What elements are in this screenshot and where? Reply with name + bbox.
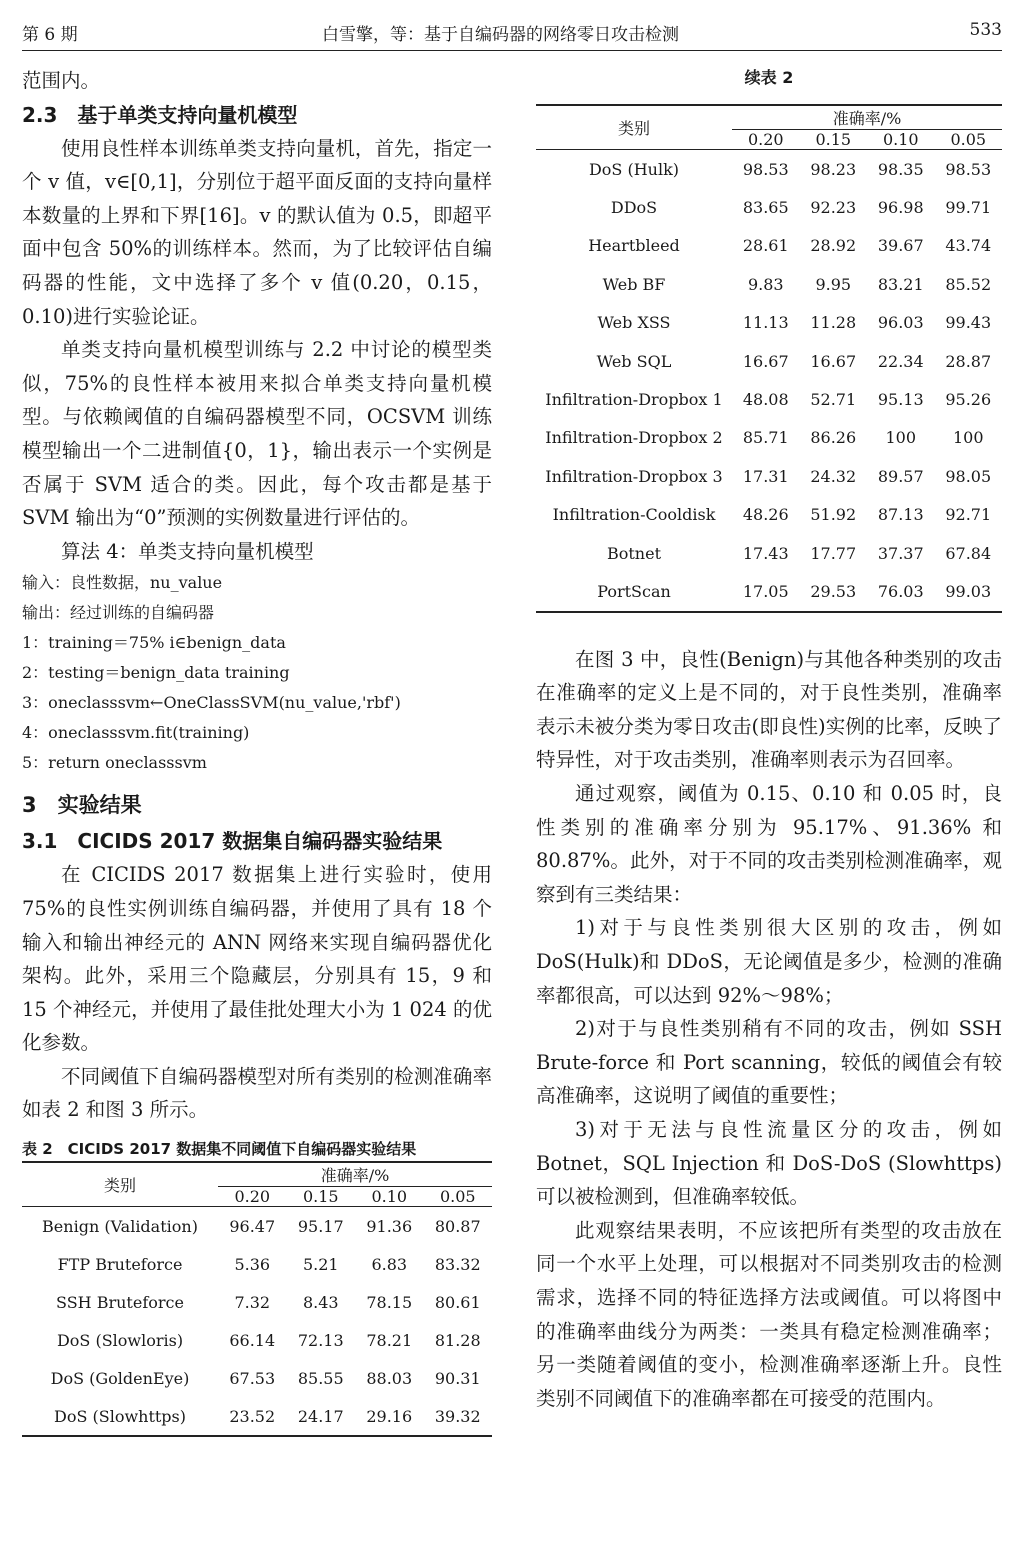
value-cell: 48.26 xyxy=(742,505,789,525)
algorithm-line: 5：return oneclasssvm xyxy=(22,753,207,773)
category-cell: PortScan xyxy=(536,572,732,611)
value-cell: 92.71 xyxy=(945,505,992,525)
value-cell: 96.47 xyxy=(218,1207,287,1246)
value-cell: 8.43 xyxy=(302,1292,339,1312)
paragraph: 1)对于与良性类别很大区别的攻击，例如 DoS(Hulk)和 DDoS，无论阈值是多少，检测的准确率都很高，可以达到 92%～98%； xyxy=(536,916,1002,1007)
value-cell: 28.87 xyxy=(945,351,992,371)
threshold-header: 0.05 xyxy=(424,1187,493,1207)
value-cell: 9.83 xyxy=(747,274,784,294)
paragraph: 3)对于无法与良性流量区分的攻击，例如 Botnet，SQL Injection 和 DoS-DoS (Slowhttps) 可以被检测到，但准确率较低。 xyxy=(536,1118,1002,1209)
value-cell: 66.14 xyxy=(229,1330,276,1350)
value-cell: 28.61 xyxy=(742,236,789,256)
value-cell: 83.21 xyxy=(877,274,924,294)
value-cell: 96.03 xyxy=(877,313,924,333)
table-row xyxy=(536,150,1002,189)
discussion-text xyxy=(536,643,1002,1416)
value-cell: 100 xyxy=(952,428,984,448)
value-cell: 78.15 xyxy=(366,1292,413,1312)
algorithm-line: 输入：良性数据，nu_value xyxy=(22,573,223,593)
value-cell: 95.13 xyxy=(877,390,924,410)
table-row xyxy=(536,227,1002,265)
category-cell: DDoS xyxy=(610,198,658,218)
threshold-header: 0.20 xyxy=(218,1187,287,1207)
value-cell: 80.61 xyxy=(434,1292,481,1312)
value-cell: 76.03 xyxy=(867,572,935,611)
table-row xyxy=(536,534,1002,572)
category-cell: Infiltration-Dropbox 3 xyxy=(545,466,723,486)
value-cell: 51.92 xyxy=(810,505,857,525)
value-cell: 83.32 xyxy=(434,1254,481,1274)
category-cell: Infiltration-Dropbox 2 xyxy=(545,428,723,448)
algorithm-line: 3：oneclasssvm←OneClassSVM(nu_value,'rbf') xyxy=(22,693,401,713)
threshold-header: 0.10 xyxy=(355,1187,424,1207)
value-cell: 83.65 xyxy=(742,198,789,218)
category-cell: DoS (Slowloris) xyxy=(56,1330,184,1350)
value-cell: 98.53 xyxy=(732,150,800,189)
value-cell: 16.67 xyxy=(810,351,857,371)
table-row xyxy=(536,419,1002,457)
page-number: 533 xyxy=(969,20,1002,40)
table-row xyxy=(22,1359,492,1397)
value-cell: 11.28 xyxy=(810,313,857,333)
left-column xyxy=(22,64,492,1437)
category-cell: SSH Bruteforce xyxy=(56,1292,184,1312)
value-cell: 99.71 xyxy=(945,198,992,218)
value-cell: 99.03 xyxy=(935,572,1003,611)
category-cell: Infiltration-Cooldisk xyxy=(552,505,716,525)
table-row xyxy=(536,265,1002,303)
running-header xyxy=(22,18,1002,46)
value-cell: 37.37 xyxy=(877,543,924,563)
algorithm-block xyxy=(22,568,492,778)
right-column xyxy=(536,64,1002,1415)
table-row xyxy=(22,1283,492,1321)
table-row xyxy=(22,1397,492,1436)
value-cell: 28.92 xyxy=(810,236,857,256)
value-cell: 29.16 xyxy=(355,1397,424,1436)
category-cell: Botnet xyxy=(606,543,662,563)
running-title: 白雪擎，等：基于自编码器的网络零日攻击检测 xyxy=(322,25,679,45)
algorithm-line: 4：oneclasssvm.fit(training) xyxy=(22,723,250,743)
value-cell: 88.03 xyxy=(366,1368,413,1388)
value-cell: 9.95 xyxy=(815,274,852,294)
section-3-title: 3 实验结果 xyxy=(22,793,142,818)
table-row xyxy=(22,1245,492,1283)
value-cell: 17.43 xyxy=(742,543,789,563)
value-cell: 6.83 xyxy=(371,1254,408,1274)
category-cell: Infiltration-Dropbox 1 xyxy=(545,390,723,410)
value-cell: 89.57 xyxy=(877,466,924,486)
value-cell: 52.71 xyxy=(810,390,857,410)
value-cell: 78.21 xyxy=(366,1330,413,1350)
value-cell: 67.84 xyxy=(945,543,992,563)
value-cell: 39.67 xyxy=(877,236,924,256)
value-cell: 67.53 xyxy=(229,1368,276,1388)
value-cell: 43.74 xyxy=(945,236,992,256)
value-cell: 16.67 xyxy=(742,351,789,371)
value-cell: 7.32 xyxy=(234,1292,271,1312)
value-cell: 23.52 xyxy=(218,1397,287,1436)
table-row xyxy=(536,457,1002,495)
header-rule xyxy=(22,50,1002,51)
table-header-accuracy: 准确率/% xyxy=(732,105,1002,130)
value-cell: 85.71 xyxy=(742,428,789,448)
category-cell: Heartbleed xyxy=(588,236,680,256)
section-2-3-title: 2.3 基于单类支持向量机模型 xyxy=(22,102,298,127)
table-caption: 表 2 CICIDS 2017 数据集不同阈值下自编码器实验结果 xyxy=(22,1140,417,1159)
value-cell: 24.32 xyxy=(810,466,857,486)
value-cell: 95.17 xyxy=(287,1207,356,1246)
table-row xyxy=(22,1321,492,1359)
value-cell: 91.36 xyxy=(355,1207,424,1246)
value-cell: 81.28 xyxy=(434,1330,481,1350)
value-cell: 80.87 xyxy=(424,1207,493,1246)
threshold-header: 0.15 xyxy=(800,130,868,150)
table-header-accuracy: 准确率/% xyxy=(218,1162,492,1187)
algorithm-line: 输出：经过训练的自编码器 xyxy=(22,603,215,623)
threshold-header: 0.15 xyxy=(287,1187,356,1207)
category-cell: Web BF xyxy=(602,274,666,294)
value-cell: 5.36 xyxy=(234,1254,271,1274)
value-cell: 98.35 xyxy=(867,150,935,189)
value-cell: 29.53 xyxy=(800,572,868,611)
threshold-header: 0.20 xyxy=(732,130,800,150)
section-3-1-title: 3.1 CICIDS 2017 数据集自编码器实验结果 xyxy=(22,829,443,854)
value-cell: 96.98 xyxy=(877,198,924,218)
paragraph: 不同阈值下自编码器模型对所有类别的检测准确率如表 2 和图 3 所示。 xyxy=(22,1064,492,1122)
category-cell: DoS (GoldenEye) xyxy=(50,1368,190,1388)
value-cell: 5.21 xyxy=(302,1254,339,1274)
paragraph: 在 CICIDS 2017 数据集上进行实验时，使用 75%的良性实例训练自编码器，并使用了具有 18 个输入和输出神经元的 ANN 网络来实现自编码器优化架构。此外，采用三个隐藏层，分别具有 15，9 和 15 个神经元，并使用了最佳批处理大小为 1 024 的优化参数。 xyxy=(22,863,492,1055)
value-cell: 72.13 xyxy=(297,1330,344,1350)
category-cell: Web SQL xyxy=(596,351,672,371)
category-cell: DoS (Slowhttps) xyxy=(22,1397,218,1436)
value-cell: 99.43 xyxy=(945,313,992,333)
paragraph: 使用良性样本训练单类支持向量机，首先，指定一个 v 值，v∈[0,1]，分别位于超平面反面的支持向量样本数量的上界和下界[16]。v 的默认值为 0.5，即超平面中包含 50%的训练样本。然而，为了比较评估自编码器的性能，文中选择了多个 v 值(0.20，0.15，0.10)进行实验论证。 xyxy=(22,136,492,328)
table-row xyxy=(22,1207,492,1246)
table-row xyxy=(536,342,1002,380)
value-cell: 85.52 xyxy=(945,274,992,294)
issue-number: 第 6 期 xyxy=(22,25,78,45)
value-cell: 90.31 xyxy=(434,1368,481,1388)
table-header-category: 类别 xyxy=(536,105,732,150)
continued-text: 范围内。 xyxy=(22,69,101,92)
results-table-part2 xyxy=(536,104,1002,613)
paragraph: 此观察结果表明，不应该把所有类型的攻击放在同一个水平上处理，可以根据对不同类别攻击的检测需求，选择不同的特征选择方法或阈值。可以将图中的准确率曲线分为两类：一类具有稳定检测准确率；另一类随着阈值的变小，检测准确率逐渐上升。良性类别不同阈值下的准确率都在可接受的范围内。 xyxy=(536,1218,1002,1410)
value-cell: 48.08 xyxy=(742,390,789,410)
category-cell: FTP Bruteforce xyxy=(57,1254,183,1274)
value-cell: 22.34 xyxy=(877,351,924,371)
value-cell: 95.26 xyxy=(945,390,992,410)
category-cell: DoS (Hulk) xyxy=(536,150,732,189)
continued-table-title: 续表 2 xyxy=(744,68,794,87)
value-cell: 24.17 xyxy=(287,1397,356,1436)
algorithm-line: 1：training＝75% i∈benign_data xyxy=(22,633,286,653)
table-row xyxy=(536,188,1002,226)
table-row xyxy=(536,304,1002,342)
value-cell: 39.32 xyxy=(424,1397,493,1436)
value-cell: 17.05 xyxy=(732,572,800,611)
category-cell: Web XSS xyxy=(597,313,671,333)
table-row xyxy=(536,572,1002,611)
paragraph: 单类支持向量机模型训练与 2.2 中讨论的模型类似，75%的良性样本被用来拟合单类支持向量机模型。与依赖阈值的自编码器模型不同，OCSVM 训练模型输出一个二进制值{0，1}，输出表示一个实例是否属于 SVM 适合的类。因此，每个攻击都是基于 SVM 输出为“0”预测的实例数量进行评估的。 xyxy=(22,338,492,530)
value-cell: 17.31 xyxy=(742,466,789,486)
value-cell: 98.23 xyxy=(800,150,868,189)
value-cell: 85.55 xyxy=(297,1368,344,1388)
value-cell: 86.26 xyxy=(810,428,857,448)
paragraph: 在图 3 中，良性(Benign)与其他各种类别的攻击在准确率的定义上是不同的，对于良性类别，准确率表示未被分类为零日攻击(即良性)实例的比率，反映了特异性，对于攻击类别，准确率则表示为召回率。 xyxy=(536,647,1002,772)
results-table-part1 xyxy=(22,1161,492,1437)
algorithm-line: 2：testing＝benign_data training xyxy=(22,663,290,683)
paragraph: 2)对于与良性类别稍有不同的攻击，例如 SSH Brute-force 和 Port scanning，较低的阈值会有较高准确率，这说明了阈值的重要性； xyxy=(536,1017,1002,1108)
value-cell: 87.13 xyxy=(877,505,924,525)
value-cell: 11.13 xyxy=(742,313,789,333)
value-cell: 100 xyxy=(885,428,917,448)
value-cell: 17.77 xyxy=(810,543,857,563)
value-cell: 92.23 xyxy=(810,198,857,218)
paragraph: 通过观察，阈值为 0.15、0.10 和 0.05 时，良性类别的准确率分别为 95.17%、91.36% 和 80.87%。此外，对于不同的攻击类别检测准确率，观察到有三类结果： xyxy=(536,782,1002,906)
value-cell: 98.05 xyxy=(945,466,992,486)
table-row xyxy=(536,496,1002,534)
category-cell: Benign (Validation) xyxy=(22,1207,218,1246)
table-row xyxy=(536,380,1002,418)
value-cell: 98.53 xyxy=(935,150,1003,189)
threshold-header: 0.10 xyxy=(867,130,935,150)
algorithm-title: 算法 4：单类支持向量机模型 xyxy=(61,539,314,563)
table-header-category: 类别 xyxy=(22,1162,218,1207)
threshold-header: 0.05 xyxy=(935,130,1003,150)
